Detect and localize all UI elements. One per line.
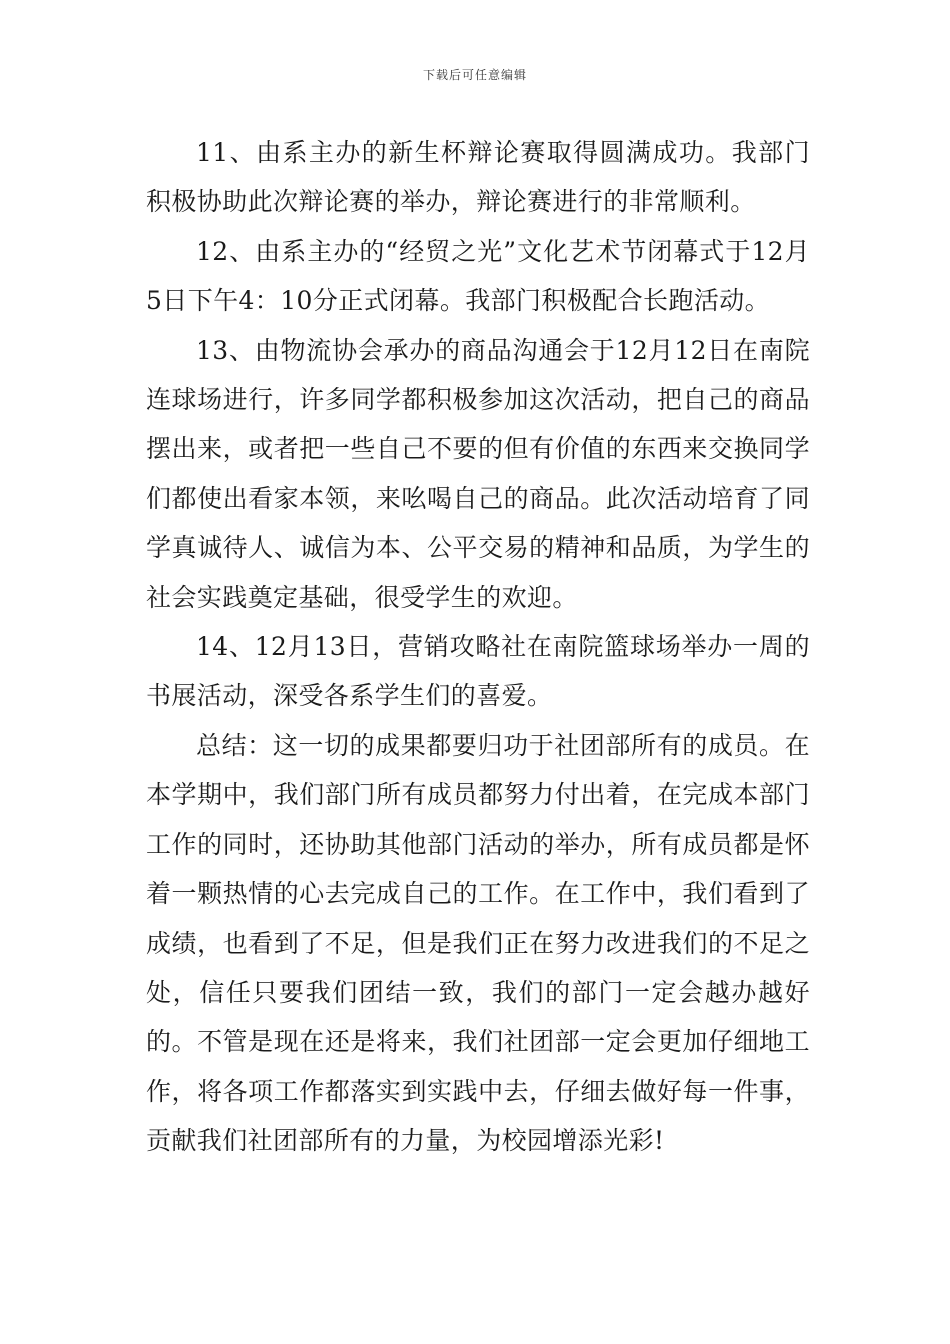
paragraph-item-11: 11、由系主办的新生杯辩论赛取得圆满成功。我部门积极协助此次辩论赛的举办，辩论赛进行的非常顺利。: [146, 138, 810, 217]
paragraph-summary: 总结：这一切的成果都要归功于社团部所有的成员。在本学期中，我们部门所有成员都努力付出着，在完成本部门工作的同时，还协助其他部门活动的举办，所有成员都是怀着一颗热情的心去完成自己的工作。在工作中，我们看到了成绩，也看到了不足，但是我们正在努力改进我们的不足之处，信任只要我们团结一致，我们的部门一定会越办越好的。不管是现在还是将来，我们社团部一定会更加仔细地工作，将各项工作都落实到实践中去，仔细去做好每一件事，贡献我们社团部所有的力量，为校园增添光彩!: [146, 730, 810, 1156]
paragraph-item-13: 13、由物流协会承办的商品沟通会于12月12日在南院连球场进行，许多同学都积极参加这次活动，把自己的商品摆出来，或者把一些自己不要的但有价值的东西来交换同学们都使出看家本领，来吆喝自己的商品。此次活动培育了同学真诚待人、诚信为本、公平交易的精神和品质，为学生的社会实践奠定基础，很受学生的欢迎。: [146, 335, 810, 612]
paragraph-item-12: 12、由系主办的“经贸之光”文化艺术节闭幕式于12月5日下午4：10分正式闭幕。我部门积极配合长跑活动。: [146, 236, 810, 316]
paragraph-item-14: 14、12月13日，营销攻略社在南院篮球场举办一周的书展活动，深受各系学生们的喜爱。: [146, 632, 810, 711]
page-header: 下载后可任意编辑: [422, 68, 527, 82]
document-body: [146, 128, 810, 1166]
